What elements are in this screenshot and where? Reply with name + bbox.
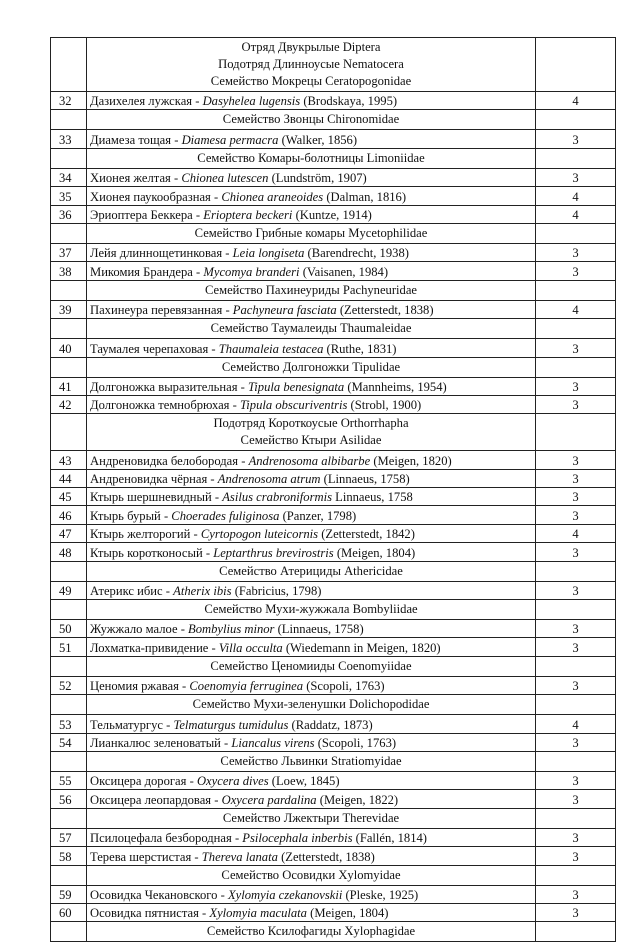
section-header-cell — [87, 695, 536, 715]
rarity-category: 3 — [536, 377, 616, 395]
author-citation: (Linnaeus, 1758) — [323, 472, 410, 487]
author-citation: (Walker, 1856) — [281, 132, 358, 147]
russian-name: Псилоцефала безбородная — [90, 831, 232, 846]
rarity-category: 4 — [536, 715, 616, 733]
section-header-line: Подотряд Короткоусые Orthorrhapha — [213, 416, 409, 431]
author-citation: (Zetterstedt, 1838) — [281, 849, 375, 864]
rarity-category: 3 — [536, 395, 616, 413]
species-number: 54 — [51, 733, 87, 751]
author-citation: (Fabricius, 1798) — [234, 584, 322, 599]
rarity-category: 3 — [536, 130, 616, 148]
section-header-cell — [87, 148, 536, 168]
author-citation: (Scopoli, 1763) — [317, 735, 397, 750]
section-header-row — [51, 561, 616, 581]
section-header-row — [51, 223, 616, 243]
author-citation: (Ruthe, 1831) — [326, 341, 397, 356]
species-number: 33 — [51, 130, 87, 148]
latin-name: Leia longiseta — [232, 246, 305, 261]
author-citation: (Dalman, 1816) — [326, 189, 407, 204]
russian-name: Андреновидка белобородая — [90, 453, 239, 468]
latin-name: Tipula obscuriventris — [239, 398, 348, 413]
species-name-cell: Микомия Брандера - Mycomya branderi (Vaisanen, 1984) — [87, 262, 536, 280]
species-number: 44 — [51, 469, 87, 487]
section-header-row — [51, 357, 616, 377]
species-row — [51, 733, 616, 751]
latin-name: Diamesa permacra — [181, 132, 279, 147]
section-header-line: Семейство Комары-болотницы Limoniidae — [197, 150, 425, 165]
latin-name: Atherix ibis — [173, 584, 232, 599]
russian-name: Тельматургус — [90, 717, 163, 732]
species-row — [51, 543, 616, 561]
rarity-category: 3 — [536, 506, 616, 524]
empty-category-cell — [536, 38, 616, 92]
author-citation: (Panzer, 1798) — [282, 508, 357, 523]
section-header-cell — [87, 865, 536, 885]
author-citation: (Barendrecht, 1938) — [307, 246, 409, 261]
species-row — [51, 262, 616, 280]
empty-category-cell — [536, 695, 616, 715]
species-row — [51, 92, 616, 110]
species-row — [51, 771, 616, 789]
rarity-category: 4 — [536, 300, 616, 318]
species-name-cell: Долгоножка темнобрюхая - Tipula obscuriventris (Strobl, 1900) — [87, 395, 536, 413]
section-header-line: Семейство Осовидки Xylomyidae — [221, 867, 401, 882]
section-header-cell — [87, 414, 536, 451]
rarity-category: 4 — [536, 524, 616, 542]
latin-name: Mycomya branderi — [203, 264, 300, 279]
species-name-cell: Хионея паукообразная - Chionea araneoides (Dalman, 1816) — [87, 187, 536, 205]
empty-number-cell — [51, 223, 87, 243]
section-header-cell — [87, 280, 536, 300]
species-number: 38 — [51, 262, 87, 280]
russian-name: Микомия Брандера — [90, 264, 193, 279]
rarity-category: 3 — [536, 620, 616, 638]
latin-name: Chionea lutescen — [181, 171, 269, 186]
empty-category-cell — [536, 600, 616, 620]
species-name-cell: Жужжало малое - Bombylius minor (Linnaeus, 1758) — [87, 620, 536, 638]
species-row — [51, 790, 616, 808]
species-name-cell: Ценомия ржавая - Coenomyia ferruginea (Scopoli, 1763) — [87, 676, 536, 694]
species-row — [51, 676, 616, 694]
section-header-line: Семейство Львинки Stratiomyidae — [220, 753, 402, 768]
section-header-line: Семейство Лжектыри Therevidae — [222, 810, 400, 825]
species-number: 40 — [51, 339, 87, 357]
species-row — [51, 395, 616, 413]
rarity-category: 3 — [536, 733, 616, 751]
species-number: 37 — [51, 243, 87, 261]
species-name-cell: Андреновидка чёрная - Andrenosoma atrum (Linnaeus, 1758) — [87, 469, 536, 487]
latin-name: Pachyneura fasciata — [232, 303, 337, 318]
author-citation: (Meigen, 1804) — [336, 545, 416, 560]
russian-name: Пахинеура перевязанная — [90, 303, 223, 318]
section-header-line: Семейство Ценомииды Coenomyiidae — [210, 658, 412, 673]
empty-category-cell — [536, 223, 616, 243]
species-name-cell: Ктырь коротконосый - Leptarthrus brevirostris (Meigen, 1804) — [87, 543, 536, 561]
russian-name: Терева шерстистая — [90, 849, 192, 864]
empty-number-cell — [51, 280, 87, 300]
rarity-category: 3 — [536, 847, 616, 865]
section-header-row — [51, 38, 616, 92]
species-table — [50, 37, 616, 942]
species-row — [51, 377, 616, 395]
rarity-category: 3 — [536, 581, 616, 599]
section-header-line: Отряд Двукрылые Diptera — [241, 40, 381, 54]
section-header-line: Семейство Долгоножки Tipulidae — [221, 359, 401, 374]
russian-name: Ктырь бурый — [90, 508, 161, 523]
russian-name: Ктырь желторогий — [90, 527, 191, 542]
author-citation: (Meigen, 1804) — [310, 906, 389, 921]
section-header-line: Семейство Ктыри Asilidae — [240, 433, 382, 448]
species-name-cell: Диамеза тощая - Diamesa permacra (Walker, 1856) — [87, 130, 536, 148]
empty-category-cell — [536, 110, 616, 130]
section-header-row — [51, 656, 616, 676]
russian-name: Долгоножка темнобрюхая — [90, 398, 230, 413]
rarity-category: 3 — [536, 262, 616, 280]
author-citation: (Linnaeus, 1758) — [277, 622, 364, 637]
russian-name: Долгоножка выразительная — [90, 379, 238, 394]
species-name-cell: Лохматка-привидение - Villa occulta (Wiedemann in Meigen, 1820) — [87, 638, 536, 656]
author-citation: (Strobl, 1900) — [350, 398, 422, 413]
species-number: 42 — [51, 395, 87, 413]
species-row — [51, 243, 616, 261]
species-table-body — [51, 38, 616, 942]
species-row — [51, 524, 616, 542]
empty-number-cell — [51, 319, 87, 339]
section-header-line: Семейство Грибные комары Mycetophilidae — [194, 225, 428, 240]
rarity-category: 3 — [536, 469, 616, 487]
section-header-cell — [87, 600, 536, 620]
rarity-category: 3 — [536, 168, 616, 186]
empty-number-cell — [51, 865, 87, 885]
section-header-line: Семейство Атерициды Athericidae — [219, 563, 403, 578]
species-number: 60 — [51, 903, 87, 921]
rarity-category: 3 — [536, 488, 616, 506]
russian-name: Оксицера леопардовая — [90, 792, 212, 807]
section-header-cell — [87, 922, 536, 942]
species-number: 34 — [51, 168, 87, 186]
latin-name: Tipula benesignata — [248, 379, 345, 394]
species-name-cell: Осовидка Чекановского - Xylomyia czekanovskii (Pleske, 1925) — [87, 885, 536, 903]
species-name-cell: Ктырь шершневидный - Asilus crabroniformis Linnaeus, 1758 — [87, 488, 536, 506]
empty-number-cell — [51, 656, 87, 676]
section-header-row — [51, 695, 616, 715]
species-number: 35 — [51, 187, 87, 205]
species-row — [51, 451, 616, 469]
species-row — [51, 205, 616, 223]
empty-category-cell — [536, 357, 616, 377]
empty-category-cell — [536, 751, 616, 771]
russian-name: Дазихелея лужская — [90, 94, 193, 109]
section-header-cell — [87, 561, 536, 581]
latin-name: Psilocephala inberbis — [242, 831, 353, 846]
latin-name: Oxycera pardalina — [221, 792, 317, 807]
latin-name: Dasyhelea lugensis — [202, 94, 301, 109]
author-citation: (Meigen, 1822) — [319, 792, 399, 807]
empty-number-cell — [51, 561, 87, 581]
empty-number-cell — [51, 751, 87, 771]
russian-name: Эриоптера Беккера — [90, 207, 193, 222]
section-header-cell — [87, 110, 536, 130]
species-name-cell: Атерикс ибис - Atherix ibis (Fabricius, 1798) — [87, 581, 536, 599]
species-number: 52 — [51, 676, 87, 694]
section-header-line: Семейство Таумалеиды Thaumaleidae — [210, 321, 412, 336]
latin-name: Telmaturgus tumidulus — [173, 717, 289, 732]
author-citation: (Kuntze, 1914) — [295, 207, 372, 222]
latin-name: Villa occulta — [218, 640, 283, 655]
species-row — [51, 168, 616, 186]
species-number: 45 — [51, 488, 87, 506]
empty-category-cell — [536, 561, 616, 581]
species-number: 53 — [51, 715, 87, 733]
russian-name: Таумалея черепаховая — [90, 341, 209, 356]
section-header-line: Подотряд Длинноусые Nematocera — [218, 57, 404, 71]
russian-name: Ктырь коротконосый — [90, 545, 203, 560]
species-number: 56 — [51, 790, 87, 808]
species-row — [51, 828, 616, 846]
section-header-row — [51, 751, 616, 771]
russian-name: Ктырь шершневидный — [90, 490, 212, 505]
species-name-cell: Эриоптера Беккера - Erioptera beckeri (Kuntze, 1914) — [87, 205, 536, 223]
section-header-row — [51, 600, 616, 620]
russian-name: Оксицера дорогая — [90, 774, 187, 789]
rarity-category: 4 — [536, 187, 616, 205]
author-citation: (Pleske, 1925) — [345, 887, 419, 902]
species-row — [51, 638, 616, 656]
russian-name: Хионея желтая — [90, 171, 171, 186]
species-number: 41 — [51, 377, 87, 395]
rarity-category: 3 — [536, 243, 616, 261]
species-row — [51, 187, 616, 205]
empty-category-cell — [536, 922, 616, 942]
russian-name: Ценомия ржавая — [90, 679, 179, 694]
species-row — [51, 506, 616, 524]
russian-name: Осовидка Чекановского — [90, 887, 218, 902]
section-header-cell — [87, 319, 536, 339]
section-header-line: Семейство Пахинеуриды Pachyneuridae — [204, 282, 418, 297]
species-name-cell: Пахинеура перевязанная - Pachyneura fasciata (Zetterstedt, 1838) — [87, 300, 536, 318]
latin-name: Liancalus virens — [231, 735, 315, 750]
species-number: 36 — [51, 205, 87, 223]
section-header-line: Семейство Мокрецы Ceratopogonidae — [210, 74, 412, 88]
russian-name: Осовидка пятнистая — [90, 906, 199, 921]
rarity-category: 3 — [536, 543, 616, 561]
rarity-category: 4 — [536, 92, 616, 110]
section-header-row — [51, 808, 616, 828]
section-header-row — [51, 280, 616, 300]
russian-name: Андреновидка чёрная — [90, 472, 208, 487]
species-number: 32 — [51, 92, 87, 110]
section-header-row — [51, 922, 616, 942]
species-name-cell: Оксицера леопардовая - Oxycera pardalina (Meigen, 1822) — [87, 790, 536, 808]
species-number: 48 — [51, 543, 87, 561]
author-citation: (Fallén, 1814) — [355, 831, 427, 846]
section-header-line: Семейство Мухи-зеленушки Dolichopodidae — [192, 697, 430, 712]
species-row — [51, 488, 616, 506]
latin-name: Asilus crabroniformis — [222, 490, 332, 505]
species-name-cell: Тельматургус - Telmaturgus tumidulus (Raddatz, 1873) — [87, 715, 536, 733]
species-row — [51, 715, 616, 733]
rarity-category: 3 — [536, 451, 616, 469]
russian-name: Лианкалюс зеленоватый — [90, 735, 221, 750]
species-number: 50 — [51, 620, 87, 638]
empty-number-cell — [51, 414, 87, 451]
species-row — [51, 300, 616, 318]
section-header-cell — [87, 38, 536, 92]
latin-name: Xylomyia czekanovskii — [227, 887, 343, 902]
latin-name: Leptarthrus brevirostris — [213, 545, 334, 560]
rarity-category: 3 — [536, 790, 616, 808]
empty-number-cell — [51, 600, 87, 620]
author-citation: (Zetterstedt, 1842) — [321, 527, 415, 542]
author-citation: (Lundström, 1907) — [271, 171, 367, 186]
latin-name: Oxycera dives — [196, 774, 269, 789]
species-name-cell: Терева шерстистая - Thereva lanata (Zetterstedt, 1838) — [87, 847, 536, 865]
latin-name: Choerades fuliginosa — [171, 508, 280, 523]
russian-name: Жужжало малое — [90, 622, 178, 637]
latin-name: Chionea araneoides — [221, 189, 324, 204]
section-header-row — [51, 865, 616, 885]
species-number: 43 — [51, 451, 87, 469]
author-citation: (Zetterstedt, 1838) — [339, 303, 434, 318]
species-number: 57 — [51, 828, 87, 846]
species-name-cell: Андреновидка белобородая - Andrenosoma albibarbe (Meigen, 1820) — [87, 451, 536, 469]
author-citation: (Mannheims, 1954) — [347, 379, 447, 394]
empty-category-cell — [536, 865, 616, 885]
empty-category-cell — [536, 808, 616, 828]
species-number: 51 — [51, 638, 87, 656]
empty-category-cell — [536, 148, 616, 168]
species-row — [51, 339, 616, 357]
section-header-cell — [87, 751, 536, 771]
author-citation: (Meigen, 1820) — [373, 453, 452, 468]
rarity-category: 4 — [536, 205, 616, 223]
latin-name: Bombylius minor — [188, 622, 275, 637]
russian-name: Атерикс ибис — [90, 584, 163, 599]
rarity-category: 3 — [536, 339, 616, 357]
empty-number-cell — [51, 695, 87, 715]
species-name-cell: Псилоцефала безбородная - Psilocephala inberbis (Fallén, 1814) — [87, 828, 536, 846]
empty-number-cell — [51, 110, 87, 130]
species-number: 59 — [51, 885, 87, 903]
russian-name: Лейя длиннощетинковая — [90, 246, 223, 261]
species-name-cell: Ктырь желторогий - Cyrtopogon luteicornis (Zetterstedt, 1842) — [87, 524, 536, 542]
author-citation: (Loew, 1845) — [271, 774, 340, 789]
species-number: 58 — [51, 847, 87, 865]
section-header-row — [51, 319, 616, 339]
species-name-cell: Оксицера дорогая - Oxycera dives (Loew, 1845) — [87, 771, 536, 789]
latin-name: Erioptera beckeri — [203, 207, 293, 222]
author-citation: (Brodskaya, 1995) — [303, 94, 398, 109]
empty-number-cell — [51, 148, 87, 168]
author-citation: (Scopoli, 1763) — [306, 679, 385, 694]
species-name-cell: Лейя длиннощетинковая - Leia longiseta (Barendrecht, 1938) — [87, 243, 536, 261]
section-header-cell — [87, 808, 536, 828]
section-header-row — [51, 110, 616, 130]
species-row — [51, 847, 616, 865]
latin-name: Coenomyia ferruginea — [189, 679, 304, 694]
species-row — [51, 885, 616, 903]
section-header-line: Семейство Мухи-жужжала Bombyliidae — [204, 602, 418, 617]
species-row — [51, 581, 616, 599]
species-name-cell: Хионея желтая - Chionea lutescen (Lundström, 1907) — [87, 168, 536, 186]
author-citation: (Wiedemann in Meigen, 1820) — [285, 640, 441, 655]
species-name-cell: Осовидка пятнистая - Xylomyia maculata (Meigen, 1804) — [87, 903, 536, 921]
species-name-cell: Лианкалюс зеленоватый - Liancalus virens (Scopoli, 1763) — [87, 733, 536, 751]
empty-number-cell — [51, 808, 87, 828]
species-name-cell: Долгоножка выразительная - Tipula benesignata (Mannheims, 1954) — [87, 377, 536, 395]
russian-name: Диамеза тощая — [90, 132, 172, 147]
section-header-cell — [87, 357, 536, 377]
species-number: 46 — [51, 506, 87, 524]
section-header-row — [51, 148, 616, 168]
empty-category-cell — [536, 656, 616, 676]
rarity-category: 3 — [536, 638, 616, 656]
russian-name: Хионея паукообразная — [90, 189, 211, 204]
species-row — [51, 903, 616, 921]
rarity-category: 3 — [536, 885, 616, 903]
section-header-line: Семейство Звонцы Chironomidae — [222, 112, 400, 127]
empty-category-cell — [536, 414, 616, 451]
author-citation: (Vaisanen, 1984) — [302, 264, 389, 279]
author-citation: Linnaeus, 1758 — [335, 490, 413, 505]
empty-category-cell — [536, 280, 616, 300]
latin-name: Xylomyia maculata — [209, 906, 307, 921]
species-name-cell: Дазихелея лужская - Dasyhelea lugensis (Brodskaya, 1995) — [87, 92, 536, 110]
russian-name: Лохматка-привидение — [90, 640, 209, 655]
author-citation: (Raddatz, 1873) — [291, 717, 373, 732]
species-row — [51, 469, 616, 487]
latin-name: Thereva lanata — [201, 849, 278, 864]
empty-number-cell — [51, 357, 87, 377]
rarity-category: 3 — [536, 676, 616, 694]
section-header-cell — [87, 223, 536, 243]
latin-name: Andrenosoma atrum — [217, 472, 321, 487]
section-header-line: Семейство Ксилофагиды Xylophagidae — [206, 924, 416, 939]
species-name-cell: Ктырь бурый - Choerades fuliginosa (Panzer, 1798) — [87, 506, 536, 524]
latin-name: Andrenosoma albibarbe — [248, 453, 371, 468]
species-name-cell: Таумалея черепаховая - Thaumaleia testacea (Ruthe, 1831) — [87, 339, 536, 357]
species-number: 39 — [51, 300, 87, 318]
species-row — [51, 620, 616, 638]
empty-number-cell — [51, 38, 87, 92]
latin-name: Cyrtopogon luteicornis — [200, 527, 319, 542]
rarity-category: 3 — [536, 903, 616, 921]
section-header-row — [51, 414, 616, 451]
species-number: 49 — [51, 581, 87, 599]
latin-name: Thaumaleia testacea — [218, 341, 324, 356]
rarity-category: 3 — [536, 771, 616, 789]
species-row — [51, 130, 616, 148]
empty-category-cell — [536, 319, 616, 339]
empty-number-cell — [51, 922, 87, 942]
species-number: 47 — [51, 524, 87, 542]
section-header-cell — [87, 656, 536, 676]
species-number: 55 — [51, 771, 87, 789]
rarity-category: 3 — [536, 828, 616, 846]
